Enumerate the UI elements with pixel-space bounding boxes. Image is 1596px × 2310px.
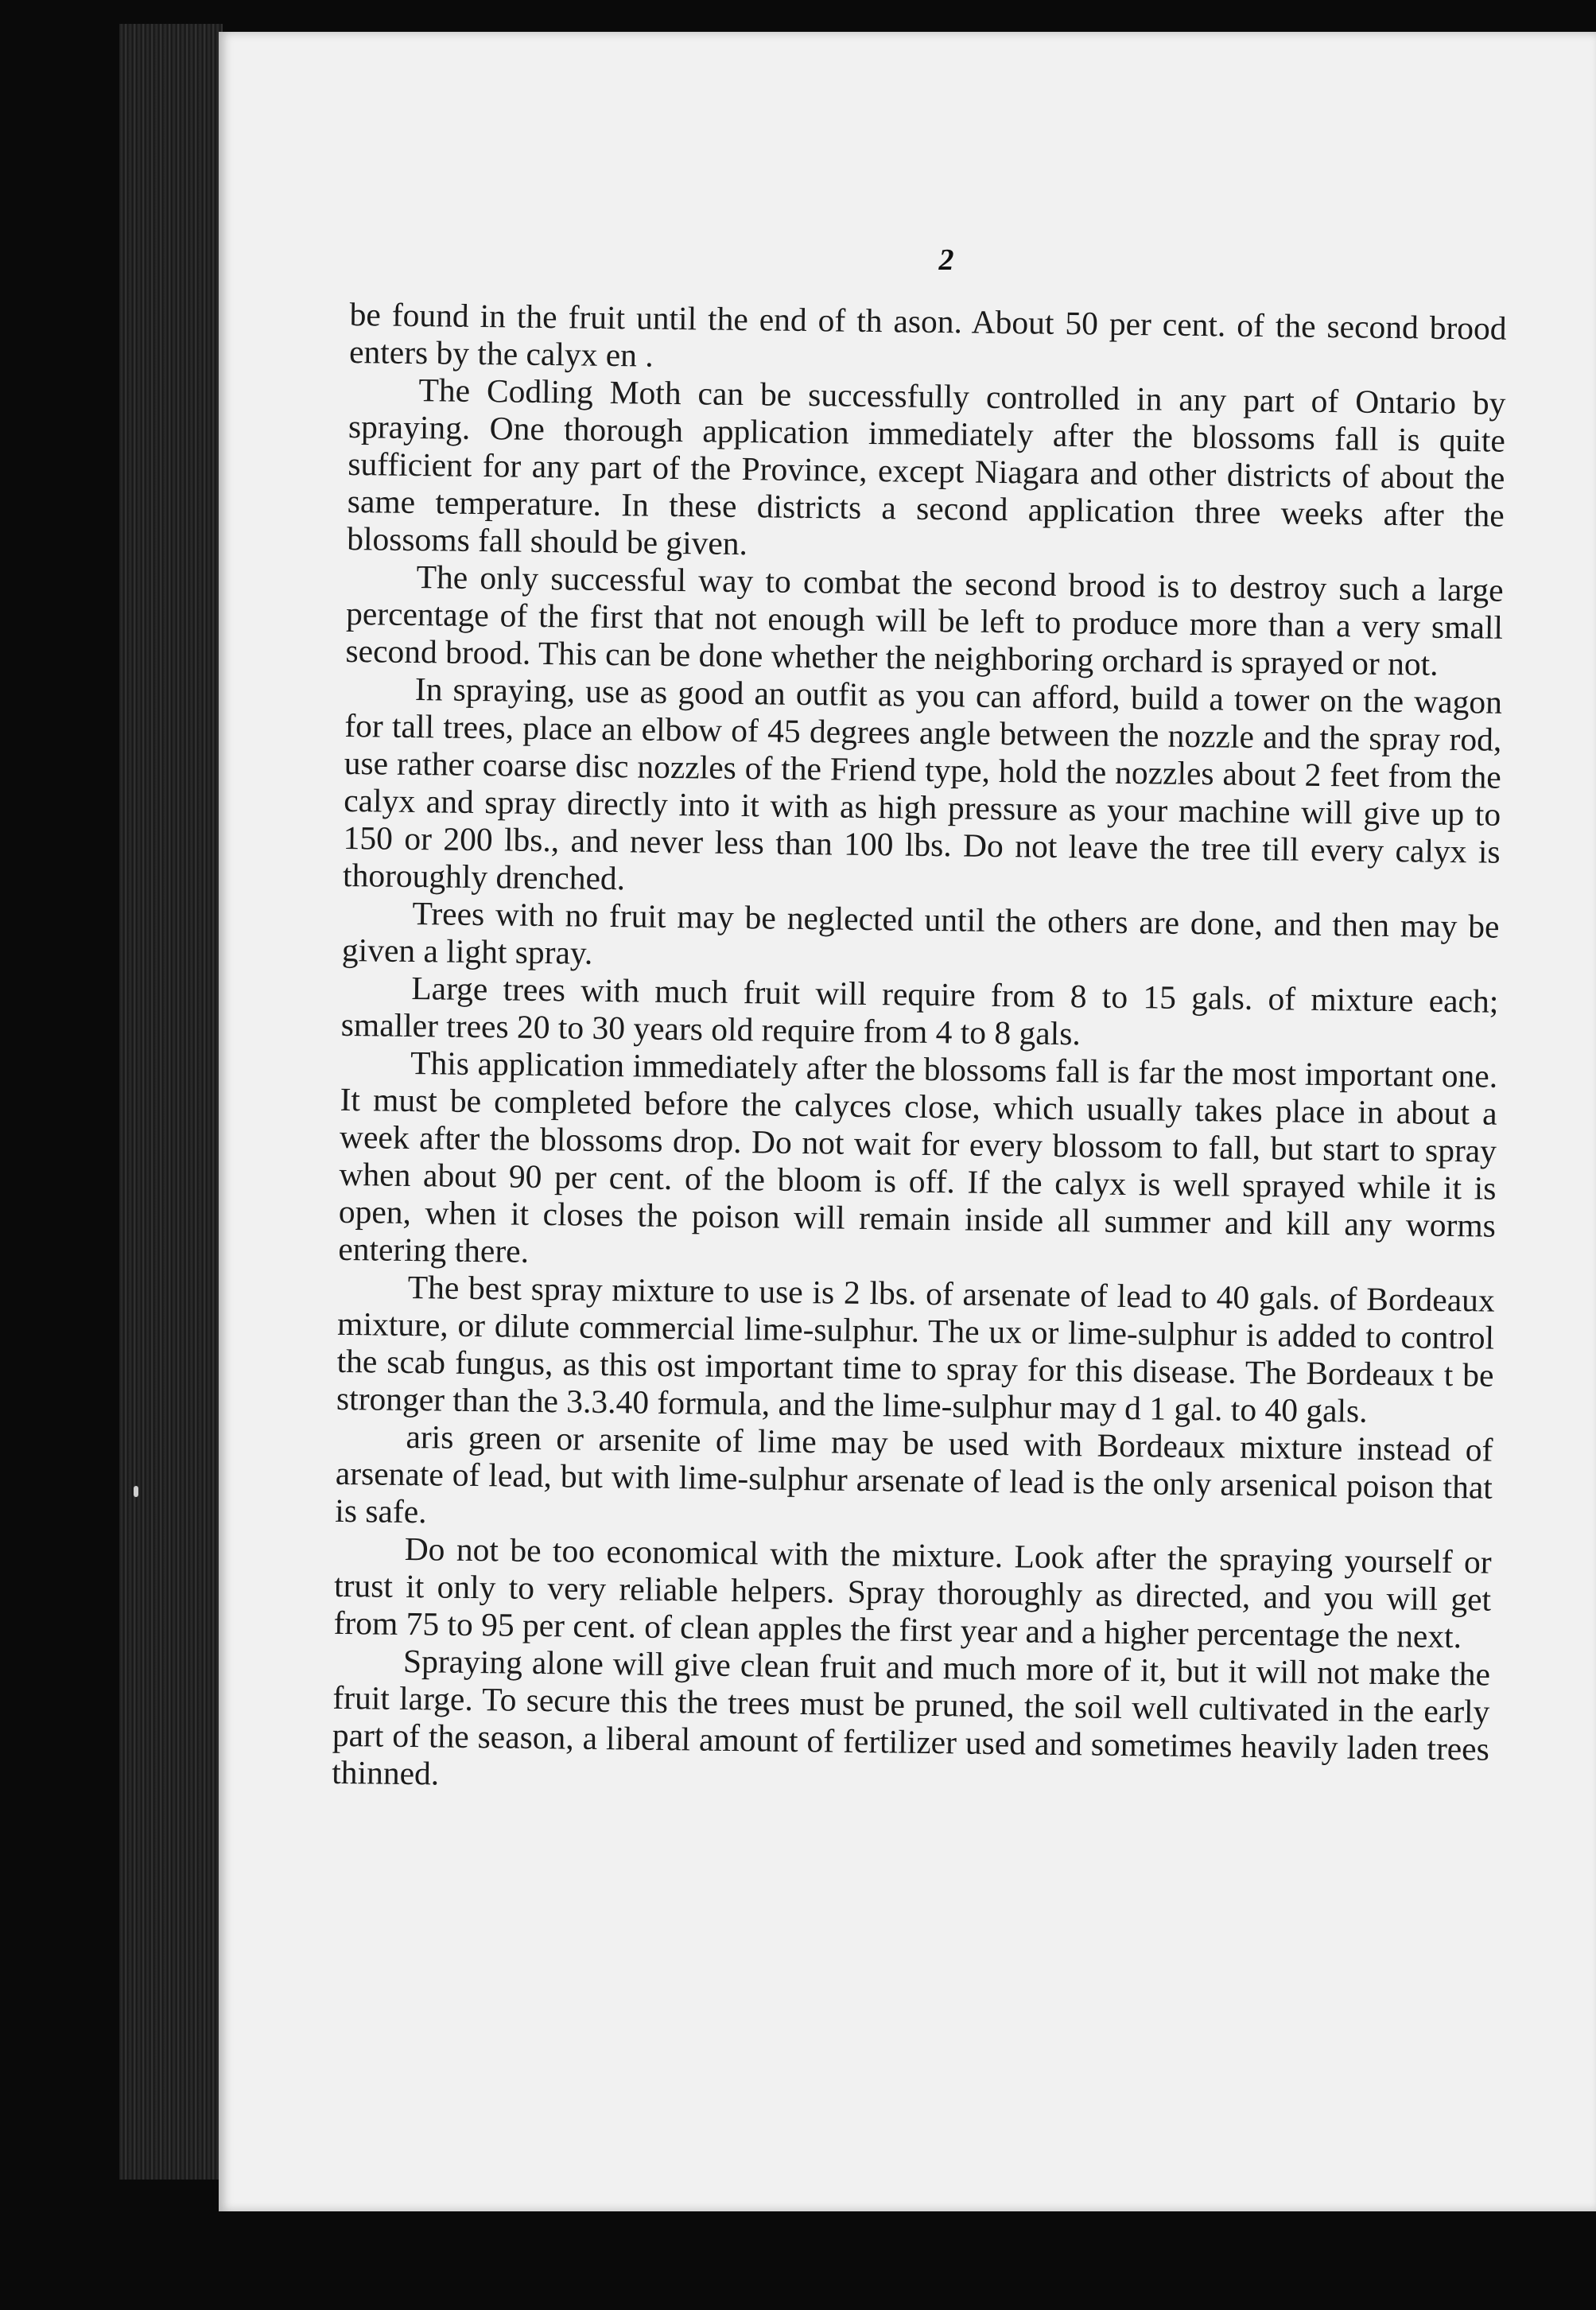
paragraph-8: The best spray mixture to use is 2 lbs. of arsenate of lead to 40 gals. of Bordeaux mixture, or dilute commercial lime-sulphur. The ux or lime-sulphur is added to control the scab fungus, as this ost important time to spray for this disease. The Bordeaux t be stronger than the 3.3.40 formula, and the lime-sulphur may d 1 gal. to 40 gals. <box>336 1268 1495 1429</box>
paragraph-11: Spraying alone will give clean fruit and much more of it, but it will not make the fruit large. To secure this the trees must be pruned, the soil well cultivated in the early part of the season, a liberal amount of fertilizer used and sometimes heavily laden trees thinned. <box>332 1642 1491 1792</box>
paragraph-9: aris green or arsenite of lime may be used with Bordeaux mixture instead of arsenate of lead, but with lime-sulphur arsenate of lead is the only arsenical poison that is safe. <box>335 1418 1493 1530</box>
paragraph-4: In spraying, use as good an outfit as you can afford, build a tower on the wagon for tall trees, place an elbow of 45 degrees angle between the nozzle and the spray rod, use rather coarse disc nozzles of the Friend type, hold the nozzles about 2 feet from the calyx and spray directly into it with as high pressure as your machine will give up to 150 or 200 lbs., and never less than 100 lbs. Do not leave the tree till every calyx is thoroughly drenched. <box>342 671 1503 897</box>
paragraph-5: Trees with no fruit may be neglected until the others are done, and then may be given a light spray. <box>341 895 1500 971</box>
scan-speck <box>134 1486 138 1497</box>
paragraph-6: Large trees with much fruit will require from 8 to 15 gals. of mixture each; smaller trees 20 to 30 years old require from 4 to 8 gals. <box>340 970 1499 1052</box>
page-number: 2 <box>938 243 954 277</box>
paragraph-10: Do not be too economical with the mixture. Look after the spraying yourself or trust it only to very reliable helpers. Spray thoroughly as directed, and you will get from 75 to 95 per cent. of clean apples the first year and a higher percentage the next. <box>333 1530 1492 1655</box>
paragraph-7: This application immediately after the blossoms fall is far the most important one. It must be completed before the calyces close, which usually takes place in about a week after the blossoms drop. Do not wait for every blossom to fall, but start to spray when about 90 per cent. of the bloom is off. If the calyx is well sprayed while it is open, when it closes the poison will remain inside all summer and kill any worms entering there. <box>338 1044 1498 1270</box>
book-binding-edge <box>119 24 223 2180</box>
paragraph-2: The Codling Moth can be successfully controlled in any part of Ontario by spraying. One thorough application immediately after the blossoms fall is quite sufficient for any part of the Province, except Niagara and other districts of about the same temperature. In these districts a second application three weeks after the blossoms fall should be given. <box>346 371 1506 562</box>
paragraph-1: be found in the fruit until the end of th ason. About 50 per cent. of the second brood enters by the calyx en . <box>348 296 1507 374</box>
page-body-text <box>332 296 1507 1806</box>
paragraph-3: The only successful way to combat the second brood is to destroy such a large percentage of the first that not enough will be left to produce more than a very small second brood. This can be done whether the neighboring orchard is sprayed or not. <box>345 558 1504 682</box>
